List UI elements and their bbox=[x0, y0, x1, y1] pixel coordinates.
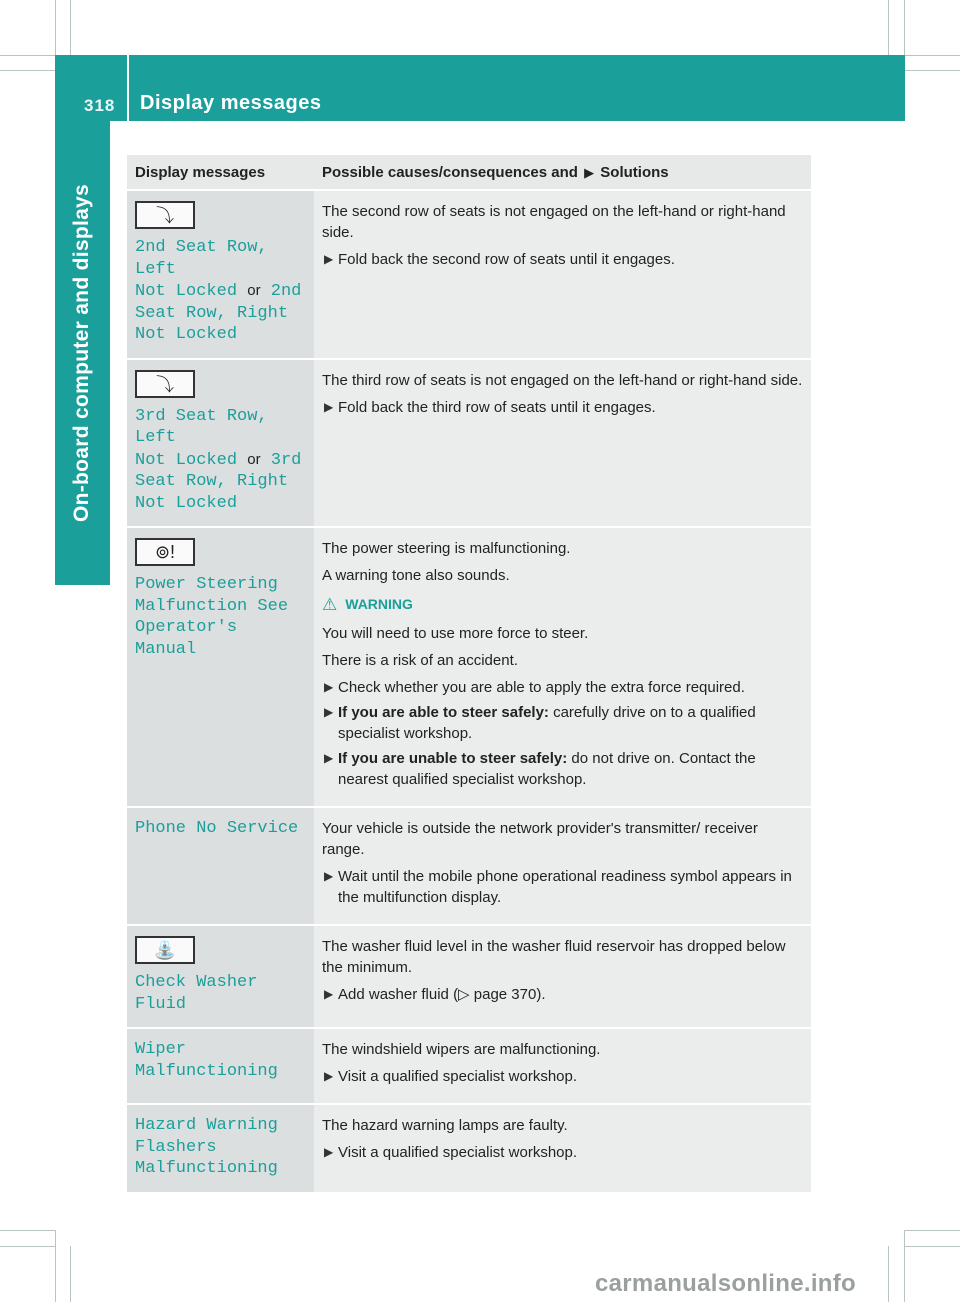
crop-mark bbox=[55, 1230, 56, 1302]
table-row bbox=[127, 925, 811, 1028]
solution-step: ▶ Check whether you are able to apply the extra force required. bbox=[324, 679, 745, 696]
crop-mark bbox=[905, 1230, 960, 1231]
solution-cell bbox=[314, 359, 811, 528]
message-cell bbox=[127, 1104, 314, 1193]
table-row bbox=[127, 190, 811, 359]
display-message: Power Steering Malfunction See Operator's Manual bbox=[135, 575, 289, 659]
crop-mark bbox=[904, 1230, 905, 1302]
display-message: 2nd Seat Row, Left Not Locked or 2nd Seat Row, Right Not Locked bbox=[135, 238, 302, 344]
solution-cell bbox=[314, 527, 811, 807]
solution-step: ▶ If you are able to steer safely: carefully drive on to a qualified specialist workshop. bbox=[324, 704, 756, 742]
message-cell bbox=[127, 807, 314, 925]
solution-cell bbox=[314, 1028, 811, 1104]
display-messages-table bbox=[127, 155, 811, 1194]
solution-step: ▶ Wait until the mobile phone operational readiness symbol appears in the multifunction display. bbox=[324, 868, 792, 906]
step-arrow-icon: ▶ bbox=[324, 1069, 334, 1083]
crop-mark bbox=[0, 55, 55, 56]
solution-cell bbox=[314, 925, 811, 1028]
step-arrow-icon: ▶ bbox=[324, 399, 334, 414]
crop-mark bbox=[55, 0, 56, 55]
solution-step: ▶ Visit a qualified specialist workshop. bbox=[324, 1068, 578, 1085]
solution-step: ▶ Visit a qualified specialist workshop. bbox=[324, 1144, 578, 1161]
cause-text: The third row of seats is not engaged on the left-hand or right-hand side. bbox=[322, 371, 803, 389]
crop-mark bbox=[888, 1246, 889, 1302]
display-message: Wiper Malfunctioning bbox=[135, 1040, 278, 1081]
crop-mark bbox=[0, 1246, 55, 1247]
section-title: On-board computer and displays bbox=[70, 183, 93, 523]
crop-mark bbox=[905, 1246, 960, 1247]
arrow-icon: ▶ bbox=[584, 165, 595, 180]
crop-mark bbox=[0, 1230, 55, 1231]
crop-mark bbox=[0, 70, 55, 71]
step-arrow-icon: ▶ bbox=[324, 869, 334, 883]
cause-text: The hazard warning lamps are faulty. bbox=[322, 1117, 568, 1134]
table-row bbox=[127, 1104, 811, 1193]
message-cell bbox=[127, 190, 314, 359]
cause-text: The washer fluid level in the washer fluid reservoir has dropped below the minimum. bbox=[322, 938, 786, 976]
column-header-text: Possible causes/consequences and bbox=[322, 164, 578, 181]
warning-text: There is a risk of an accident. bbox=[322, 652, 518, 669]
table-row bbox=[127, 807, 811, 925]
table-header-row bbox=[127, 155, 811, 190]
page-title: Display messages bbox=[140, 92, 322, 114]
column-header-messages: Display messages bbox=[127, 155, 314, 190]
message-cell bbox=[127, 527, 314, 807]
cause-text: The second row of seats is not engaged on the left-hand or right-hand side. bbox=[322, 203, 786, 241]
display-message: Hazard Warning Flashers Malfunctioning bbox=[135, 1116, 278, 1178]
step-arrow-icon: ▶ bbox=[324, 751, 334, 765]
solution-step: ▶ Add washer fluid (▷ page 370). bbox=[324, 986, 546, 1003]
message-cell bbox=[127, 925, 314, 1028]
step-arrow-icon: ▶ bbox=[324, 252, 334, 266]
display-message: Check Washer Fluid bbox=[135, 973, 258, 1014]
seat-icon: ⤵ bbox=[135, 201, 195, 229]
cause-text: The windshield wipers are malfunctioning. bbox=[322, 1041, 601, 1058]
cause-text: Your vehicle is outside the network provider's transmitter/ receiver range. bbox=[322, 820, 758, 858]
solution-cell bbox=[314, 1104, 811, 1193]
crop-mark bbox=[904, 0, 905, 55]
column-header-end: Solutions bbox=[600, 164, 669, 181]
solution-step: ▶ Fold back the third row of seats until it engages. bbox=[324, 398, 656, 416]
solution-step: ▶ Fold back the second row of seats until it engages. bbox=[324, 251, 675, 268]
display-message: Phone No Service bbox=[135, 819, 299, 838]
crop-mark bbox=[888, 0, 889, 55]
crop-mark bbox=[70, 1246, 71, 1302]
step-arrow-icon: ▶ bbox=[324, 680, 334, 694]
solution-cell bbox=[314, 807, 811, 925]
warning-triangle-icon: ⚠ bbox=[322, 595, 338, 614]
watermark-text: carmanualsonline.info bbox=[595, 1270, 857, 1297]
message-cell bbox=[127, 1028, 314, 1104]
seat-icon: ⤵ bbox=[135, 370, 195, 398]
header-divider bbox=[127, 55, 129, 121]
page-number: 318 bbox=[84, 96, 116, 115]
warning-text: You will need to use more force to steer. bbox=[322, 625, 589, 642]
cause-text: The power steering is malfunctioning. bbox=[322, 540, 571, 557]
table-row bbox=[127, 359, 811, 528]
crop-mark bbox=[70, 0, 71, 55]
steering-warning-icon: ⊚! bbox=[135, 538, 195, 566]
solution-step: ▶ If you are unable to steer safely: do not drive on. Contact the nearest qualified specialist workshop. bbox=[324, 750, 756, 788]
step-arrow-icon: ▶ bbox=[324, 987, 334, 1001]
column-header-solutions bbox=[314, 155, 811, 190]
cause-text: A warning tone also sounds. bbox=[322, 567, 510, 584]
washer-fluid-icon: ⛲ bbox=[135, 936, 195, 964]
display-message: 3rd Seat Row, Left Not Locked or 3rd Seat Row, Right Not Locked bbox=[135, 406, 302, 513]
crop-mark bbox=[905, 55, 960, 56]
warning-label: ⚠ WARNING bbox=[322, 595, 413, 614]
step-arrow-icon: ▶ bbox=[324, 1145, 334, 1159]
table-row bbox=[127, 1028, 811, 1104]
table-row bbox=[127, 527, 811, 807]
step-arrow-icon: ▶ bbox=[324, 705, 334, 719]
solution-cell bbox=[314, 190, 811, 359]
crop-mark bbox=[905, 70, 960, 71]
message-cell bbox=[127, 359, 314, 528]
